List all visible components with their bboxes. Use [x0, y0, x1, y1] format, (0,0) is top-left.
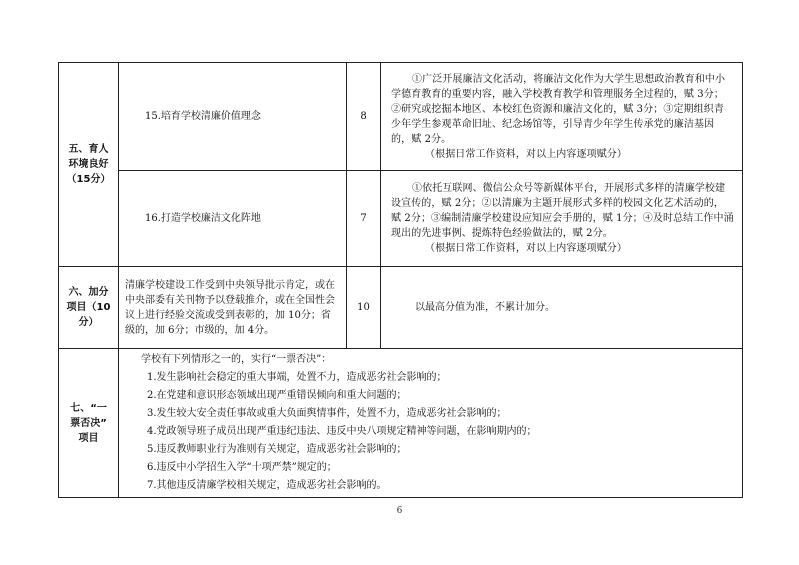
category-5-cell: 五、育人 环境良好 （15分）	[59, 63, 119, 267]
table-row-item-15	[59, 63, 743, 171]
veto-item: 1.发生影响社会稳定的重大事端，处置不力，造成恶劣社会影响的；	[147, 372, 447, 383]
category-7-cell: 七、“一 票否决” 项目	[59, 349, 119, 498]
item-15-name: 15.培育学校清廉价值理念	[119, 63, 347, 171]
evaluation-table	[58, 62, 743, 498]
veto-item: 7.其他违反清廉学校相关规定，造成恶劣社会影响的。	[147, 480, 387, 491]
veto-list	[119, 349, 743, 498]
table-row-veto	[59, 349, 743, 498]
veto-item: 2.在党建和意识形态领域出现严重错误倾向和重大问题的；	[147, 390, 407, 401]
item-16-note: （根据日常工作资料，对以上内容逐项赋分）	[425, 243, 627, 254]
item-16-score: 7	[347, 171, 381, 267]
bonus-description: 清廉学校建设工作受到中央领导批示肯定，或在中央部委有关刊物予以登载推介，或在全国性会议上进行经验交流或受到表彰的，加 10分；省级的，加 6分；市级的，加 4分。	[119, 267, 347, 349]
item-16-name: 16.打造学校廉洁文化阵地	[119, 171, 347, 267]
item-16-criteria	[381, 171, 743, 267]
item-15-score: 8	[347, 63, 381, 171]
bonus-score: 10	[347, 267, 381, 349]
veto-heading: 学校有下列情形之一的，实行“一票否决”：	[141, 354, 332, 365]
table-row-item-16	[59, 171, 743, 267]
item-15-criteria	[381, 63, 743, 171]
veto-item: 3.发生较大安全责任事故或重大负面舆情事件，处置不力，造成恶劣社会影响的；	[147, 408, 507, 419]
veto-item: 6.违反中小学招生入学“十项严禁”规定的；	[147, 462, 337, 473]
item-16-criteria-text: ①依托互联网、微信公众号等新媒体平台，开展形式多样的清廉学校建设宣传的，赋 2分；②以清廉为主题开展形式多样的校园文化艺术活动的，赋 2分；③编制清廉学校建设应知应会手册的，赋 1分；④及时总结工作中涌现出的先进事例、提炼特色经验做法的，赋 2分。	[391, 183, 734, 239]
category-6-cell: 六、加分 项目（10 分）	[59, 267, 119, 349]
item-15-criteria-text: ①广泛开展廉洁文化活动，将廉洁文化作为大学生思想政治教育和中小学德育教育的重要内容，融入学校教育教学和管理服务全过程的，赋 3分；②研究或挖掘本地区、本校红色资源和廉洁文化的，赋 3分；③定期组织青少年学生参观革命旧址、纪念场馆等，引导青少年学生传承党的廉洁基因的，赋 2分。	[391, 73, 726, 145]
bonus-rule: 以最高分值为准，不累计加分。	[381, 267, 743, 349]
page-number: 6	[396, 506, 403, 516]
table-row-bonus	[59, 267, 743, 349]
veto-item: 5.违反教师职业行为准则有关规定，造成恶劣社会影响的；	[147, 444, 407, 455]
item-15-note: （根据日常工作资料，对以上内容逐项赋分）	[425, 148, 627, 160]
veto-item: 4.党政领导班子成员出现严重违纪违法、违反中央八项规定精神等问题，在影响期内的；	[147, 426, 537, 437]
